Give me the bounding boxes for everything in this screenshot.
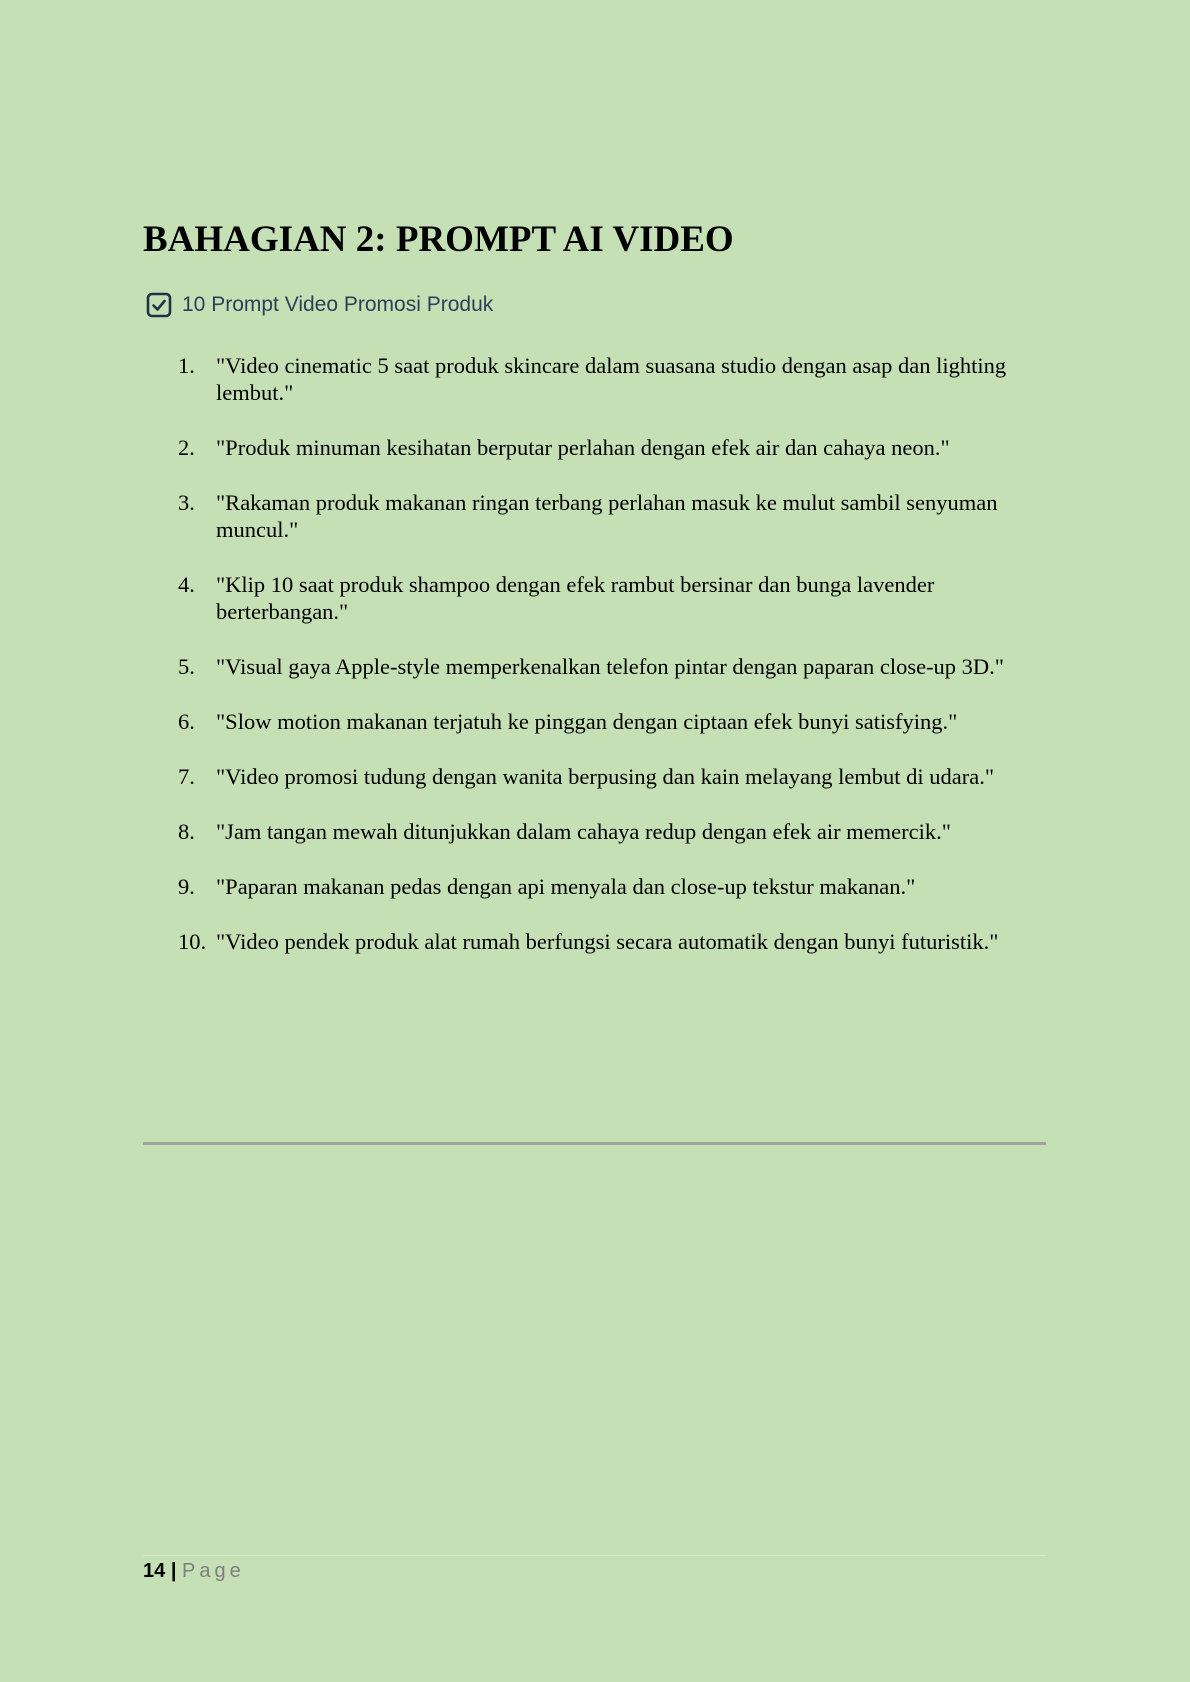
page-label: Page [181, 1560, 245, 1582]
list-item [178, 763, 1018, 790]
list-item [178, 708, 1018, 735]
item-text: "Jam tangan mewah ditunjukkan dalam cahaya redup dengan efek air memercik." [216, 819, 951, 844]
list-item [178, 818, 1018, 845]
item-number: 6. [178, 709, 195, 734]
prompt-list [178, 352, 1018, 983]
list-item [178, 489, 1018, 543]
list-item [178, 352, 1018, 406]
item-text: "Slow motion makanan terjatuh ke pinggan dengan ciptaan efek bunyi satisfying." [216, 709, 958, 734]
item-text: "Video promosi tudung dengan wanita berpusing dan kain melayang lembut di udara." [216, 764, 995, 789]
subheading [146, 292, 493, 318]
footer-divider [143, 1555, 1046, 1556]
page-title: BAHAGIAN 2: PROMPT AI VIDEO [143, 219, 734, 260]
subheading-text: 10 Prompt Video Promosi Produk [182, 293, 494, 316]
list-item [178, 571, 1018, 625]
item-number: 5. [178, 654, 195, 679]
item-number: 3. [178, 490, 195, 515]
item-number: 8. [178, 819, 195, 844]
list-item [178, 928, 1018, 955]
item-number: 7. [178, 764, 195, 789]
item-text: "Video pendek produk alat rumah berfungsi secara automatik dengan bunyi futuristik." [216, 929, 999, 954]
item-number: 4. [178, 572, 195, 597]
page-number: 14 [143, 1560, 166, 1582]
list-item [178, 653, 1018, 680]
item-text: "Rakaman produk makanan ringan terbang perlahan masuk ke mulut sambil senyuman muncul." [216, 490, 998, 542]
item-number: 9. [178, 874, 195, 899]
item-number: 1. [178, 353, 195, 378]
item-text: "Video cinematic 5 saat produk skincare dalam suasana studio dengan asap dan lighting lembut." [216, 353, 1007, 405]
horizontal-divider [143, 1142, 1046, 1145]
item-text: "Visual gaya Apple-style memperkenalkan telefon pintar dengan paparan close-up 3D." [216, 654, 1004, 679]
list-item [178, 434, 1018, 461]
item-text: "Produk minuman kesihatan berputar perlahan dengan efek air dan cahaya neon." [216, 435, 950, 460]
footer-separator: | [170, 1560, 177, 1582]
list-item [178, 873, 1018, 900]
page-footer [143, 1560, 245, 1583]
item-number: 2. [178, 435, 195, 460]
item-text: "Paparan makanan pedas dengan api menyala dan close-up tekstur makanan." [216, 874, 916, 899]
item-number: 10. [178, 929, 207, 954]
item-text: "Klip 10 saat produk shampoo dengan efek rambut bersinar dan bunga lavender berterbangan." [216, 572, 935, 624]
checkbox-checked-icon [146, 292, 172, 318]
